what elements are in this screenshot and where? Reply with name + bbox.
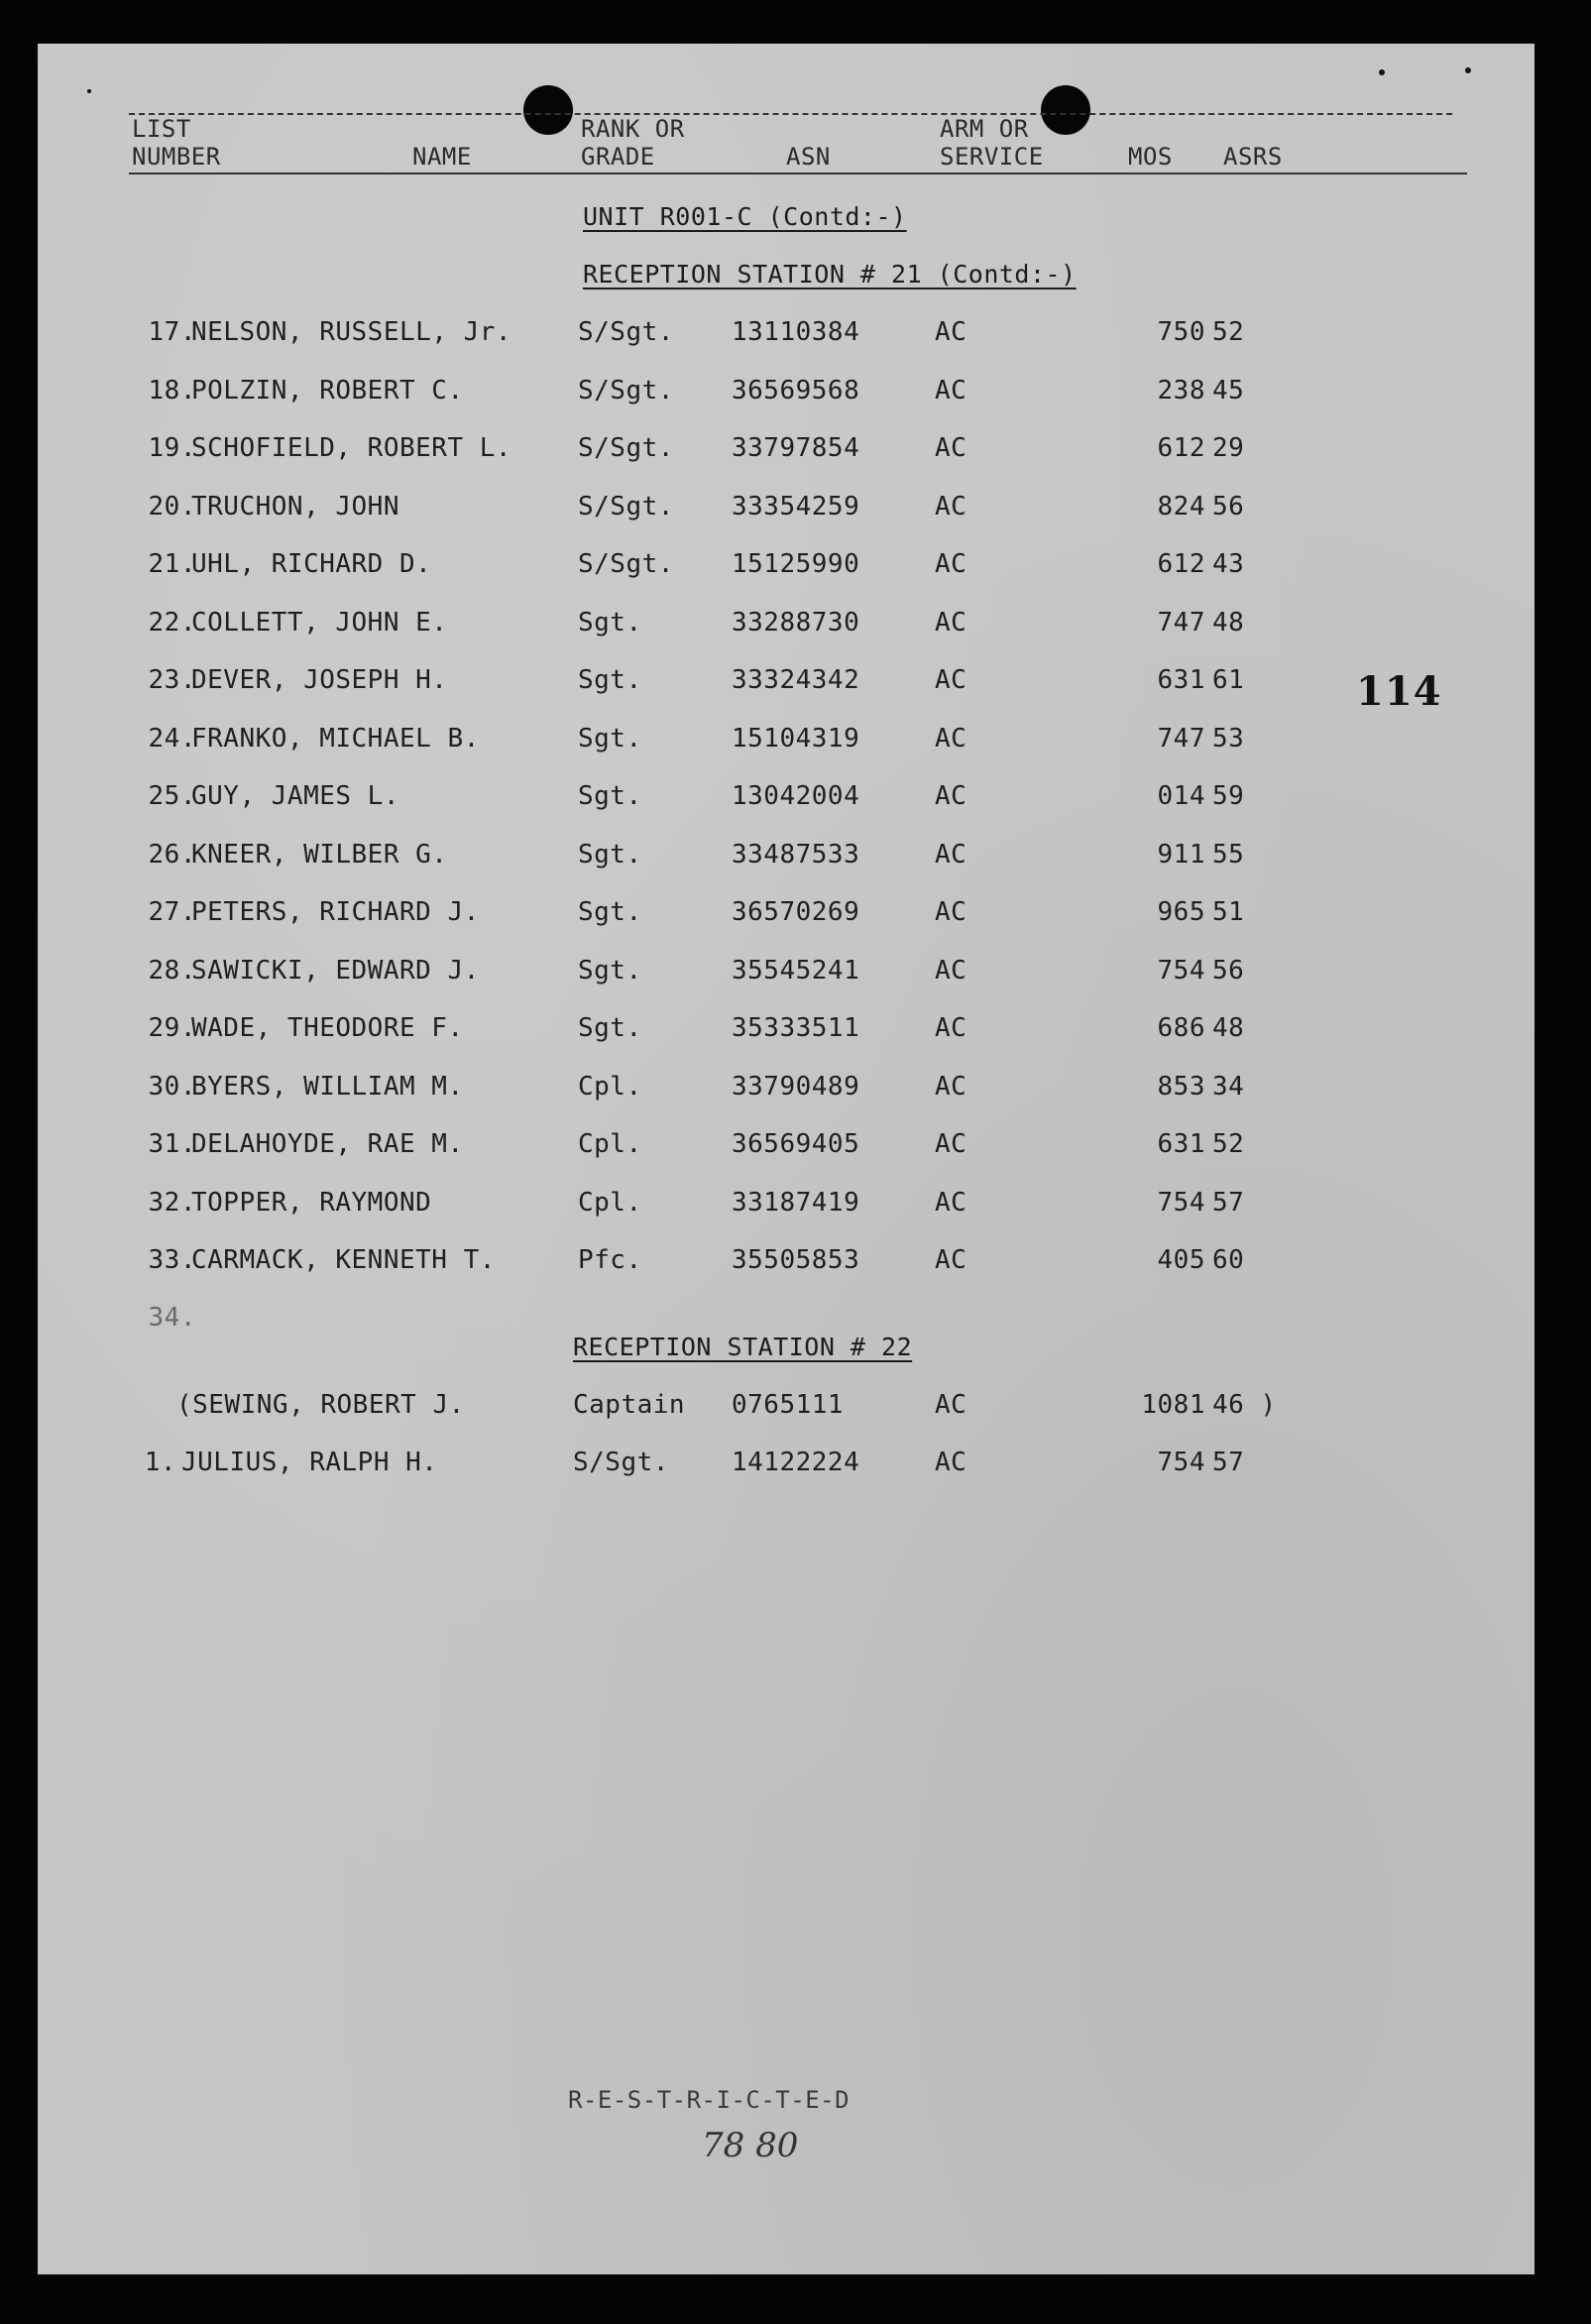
rank-grade: S/Sgt. (578, 375, 674, 406)
mos: 612 (1157, 549, 1205, 579)
asrs: 48 (1212, 607, 1245, 638)
rank-grade: S/Sgt. (578, 433, 674, 463)
mos: 405 (1157, 1245, 1205, 1275)
table-row (38, 956, 1534, 995)
person-name: TRUCHON, JOHN (191, 491, 399, 522)
speck-mark (87, 89, 91, 93)
asn: 0765111 (732, 1390, 845, 1420)
asrs: 52 (1212, 317, 1245, 347)
person-name: DELAHOYDE, RAE M. (191, 1129, 464, 1159)
list-number: 28. (148, 955, 196, 986)
mos: 911 (1157, 839, 1205, 870)
person-name: SAWICKI, EDWARD J. (191, 955, 480, 986)
table-row (38, 549, 1534, 589)
punch-hole-right (1041, 85, 1090, 135)
table-row (38, 1188, 1534, 1227)
list-number: 30. (148, 1071, 196, 1102)
asrs: 53 (1212, 723, 1245, 754)
rank-grade: S/Sgt. (573, 1448, 669, 1477)
header-asn-label: ASN (786, 143, 831, 171)
mos: 631 (1157, 1129, 1205, 1159)
table-row (38, 608, 1534, 647)
table-row (38, 1245, 1534, 1285)
arm-service: AC (935, 1071, 967, 1102)
arm-service: AC (935, 549, 967, 579)
punch-hole-left (523, 85, 573, 135)
person-name: KNEER, WILBER G. (191, 839, 448, 870)
rank-grade: Sgt. (578, 1013, 642, 1043)
speck-mark (1465, 67, 1471, 73)
table-row (38, 665, 1534, 705)
asrs: 29 (1212, 433, 1245, 463)
list-number: 17. (148, 317, 196, 347)
asrs: 56 (1212, 955, 1245, 986)
person-name: WADE, THEODORE F. (191, 1013, 464, 1043)
table-row (38, 433, 1534, 473)
asrs: 34 (1212, 1071, 1245, 1102)
mos: 824 (1157, 491, 1205, 522)
person-name: POLZIN, ROBERT C. (191, 375, 464, 406)
mos: 014 (1157, 781, 1205, 811)
list-number: 1. (144, 1448, 176, 1477)
list-number: 19. (148, 433, 196, 463)
asn: 14122224 (732, 1448, 860, 1477)
header-rank-label: RANK OR (581, 115, 685, 143)
header-arm-label: ARM OR (940, 115, 1029, 143)
arm-service: AC (935, 665, 967, 695)
arm-service: AC (935, 375, 967, 406)
asrs: 52 (1212, 1129, 1245, 1159)
unit-heading: UNIT R001-C (Contd:-) (583, 202, 907, 231)
arm-service: AC (935, 317, 967, 347)
table-row (38, 1390, 1534, 1430)
list-number: 34. (148, 1303, 196, 1333)
asn: 13042004 (732, 781, 860, 811)
arm-service: AC (935, 491, 967, 522)
header-number-label: NUMBER (132, 143, 221, 171)
arm-service: AC (935, 839, 967, 870)
asn: 36570269 (732, 897, 860, 927)
asn: 36569568 (732, 375, 860, 406)
speck-mark (1379, 69, 1385, 75)
mos: 686 (1157, 1013, 1205, 1043)
rank-grade: S/Sgt. (578, 317, 674, 347)
header-grade-label: GRADE (581, 143, 655, 171)
asn: 35505853 (732, 1245, 860, 1275)
rank-grade: Cpl. (578, 1129, 642, 1159)
mos: 853 (1157, 1071, 1205, 1102)
asn: 33487533 (732, 839, 860, 870)
list-number: 26. (148, 839, 196, 870)
person-name: CARMACK, KENNETH T. (191, 1245, 496, 1275)
asn: 33324342 (732, 665, 860, 695)
person-name: (SEWING, ROBERT J. (176, 1390, 465, 1420)
rank-grade: Sgt. (578, 607, 642, 638)
asrs: 59 (1212, 781, 1245, 811)
asn: 33187419 (732, 1187, 860, 1218)
mos: 754 (1157, 955, 1205, 986)
asrs: 57 (1212, 1448, 1245, 1477)
asn: 35333511 (732, 1013, 860, 1043)
section-heading-station-22: RECEPTION STATION # 22 (573, 1333, 913, 1361)
restricted-footer: R-E-S-T-R-I-C-T-E-D (568, 2086, 851, 2114)
mos: 747 (1157, 723, 1205, 754)
mos: 754 (1157, 1187, 1205, 1218)
list-number: 25. (148, 781, 196, 811)
rank-grade: Cpl. (578, 1071, 642, 1102)
person-name: PETERS, RICHARD J. (191, 897, 480, 927)
arm-service: AC (935, 1187, 967, 1218)
asrs: 43 (1212, 549, 1245, 579)
table-row (38, 1072, 1534, 1111)
page-number-stamp: 114 (1356, 668, 1442, 715)
list-number: 27. (148, 897, 196, 927)
asn: 33354259 (732, 491, 860, 522)
table-row (38, 840, 1534, 879)
person-name: COLLETT, JOHN E. (191, 607, 448, 638)
mos: 750 (1157, 317, 1205, 347)
header-asrs-label: ASRS (1223, 143, 1283, 171)
table-row (38, 781, 1534, 821)
asrs: 56 (1212, 491, 1245, 522)
rank-grade: Pfc. (578, 1245, 642, 1275)
person-name: UHL, RICHARD D. (191, 549, 432, 579)
asrs: 61 (1212, 665, 1245, 695)
list-number: 31. (148, 1129, 196, 1159)
rank-grade: Sgt. (578, 955, 642, 986)
arm-service: AC (935, 1448, 967, 1477)
list-number: 20. (148, 491, 196, 522)
header-bottom-rule (129, 173, 1467, 174)
asn: 15125990 (732, 549, 860, 579)
table-row (38, 1129, 1534, 1169)
asrs: 55 (1212, 839, 1245, 870)
list-number: 32. (148, 1187, 196, 1218)
person-name: GUY, JAMES L. (191, 781, 399, 811)
table-row (38, 492, 1534, 531)
person-name: SCHOFIELD, ROBERT L. (191, 433, 512, 463)
list-number: 24. (148, 723, 196, 754)
list-number: 33. (148, 1245, 196, 1275)
table-row (38, 897, 1534, 937)
list-number: 29. (148, 1013, 196, 1043)
asn: 13110384 (732, 317, 860, 347)
asrs: 57 (1212, 1187, 1245, 1218)
asn: 33797854 (732, 433, 860, 463)
mos: 747 (1157, 607, 1205, 638)
rank-grade: Sgt. (578, 723, 642, 754)
asrs: 51 (1212, 897, 1245, 927)
arm-service: AC (935, 1013, 967, 1043)
header-service-label: SERVICE (940, 143, 1044, 171)
person-name: JULIUS, RALPH H. (181, 1448, 438, 1477)
document-page (38, 44, 1534, 2274)
header-mos-label: MOS (1128, 143, 1173, 171)
asn: 33790489 (732, 1071, 860, 1102)
person-name: BYERS, WILLIAM M. (191, 1071, 464, 1102)
rank-grade: Sgt. (578, 665, 642, 695)
mos: 612 (1157, 433, 1205, 463)
rank-grade: Sgt. (578, 897, 642, 927)
asrs: 48 (1212, 1013, 1245, 1043)
header-top-rule (129, 113, 1452, 115)
table-row (38, 376, 1534, 415)
mos: 754 (1157, 1448, 1205, 1477)
arm-service: AC (935, 1245, 967, 1275)
rank-grade: S/Sgt. (578, 549, 674, 579)
asn: 36569405 (732, 1129, 860, 1159)
mos: 965 (1157, 897, 1205, 927)
table-row (38, 317, 1534, 357)
person-name: DEVER, JOSEPH H. (191, 665, 448, 695)
rank-grade: S/Sgt. (578, 491, 674, 522)
rank-grade: Captain (573, 1390, 686, 1420)
arm-service: AC (935, 723, 967, 754)
asn: 35545241 (732, 955, 860, 986)
asrs: 45 (1212, 375, 1245, 406)
table-row (38, 1013, 1534, 1053)
handwritten-page-number: 78 80 (702, 2126, 799, 2165)
asn: 15104319 (732, 723, 860, 754)
person-name: FRANKO, MICHAEL B. (191, 723, 480, 754)
section-heading-station-21: RECEPTION STATION # 21 (Contd:-) (583, 260, 1077, 289)
mos: 631 (1157, 665, 1205, 695)
list-number: 23. (148, 665, 196, 695)
header-list-label: LIST (132, 115, 191, 143)
asrs: 60 (1212, 1245, 1245, 1275)
rank-grade: Sgt. (578, 781, 642, 811)
table-row (38, 1448, 1534, 1487)
rank-grade: Sgt. (578, 839, 642, 870)
person-name: TOPPER, RAYMOND (191, 1187, 432, 1218)
mos: 238 (1157, 375, 1205, 406)
rank-grade: Cpl. (578, 1187, 642, 1218)
arm-service: AC (935, 1390, 967, 1420)
list-number: 21. (148, 549, 196, 579)
list-number: 22. (148, 607, 196, 638)
arm-service: AC (935, 607, 967, 638)
header-name-label: NAME (412, 143, 472, 171)
arm-service: AC (935, 955, 967, 986)
person-name: NELSON, RUSSELL, Jr. (191, 317, 512, 347)
table-row (38, 724, 1534, 763)
arm-service: AC (935, 433, 967, 463)
asn: 33288730 (732, 607, 860, 638)
asrs: 46 ) (1212, 1390, 1277, 1420)
mos: 1081 (1141, 1390, 1205, 1420)
arm-service: AC (935, 781, 967, 811)
arm-service: AC (935, 1129, 967, 1159)
list-number: 18. (148, 375, 196, 406)
arm-service: AC (935, 897, 967, 927)
